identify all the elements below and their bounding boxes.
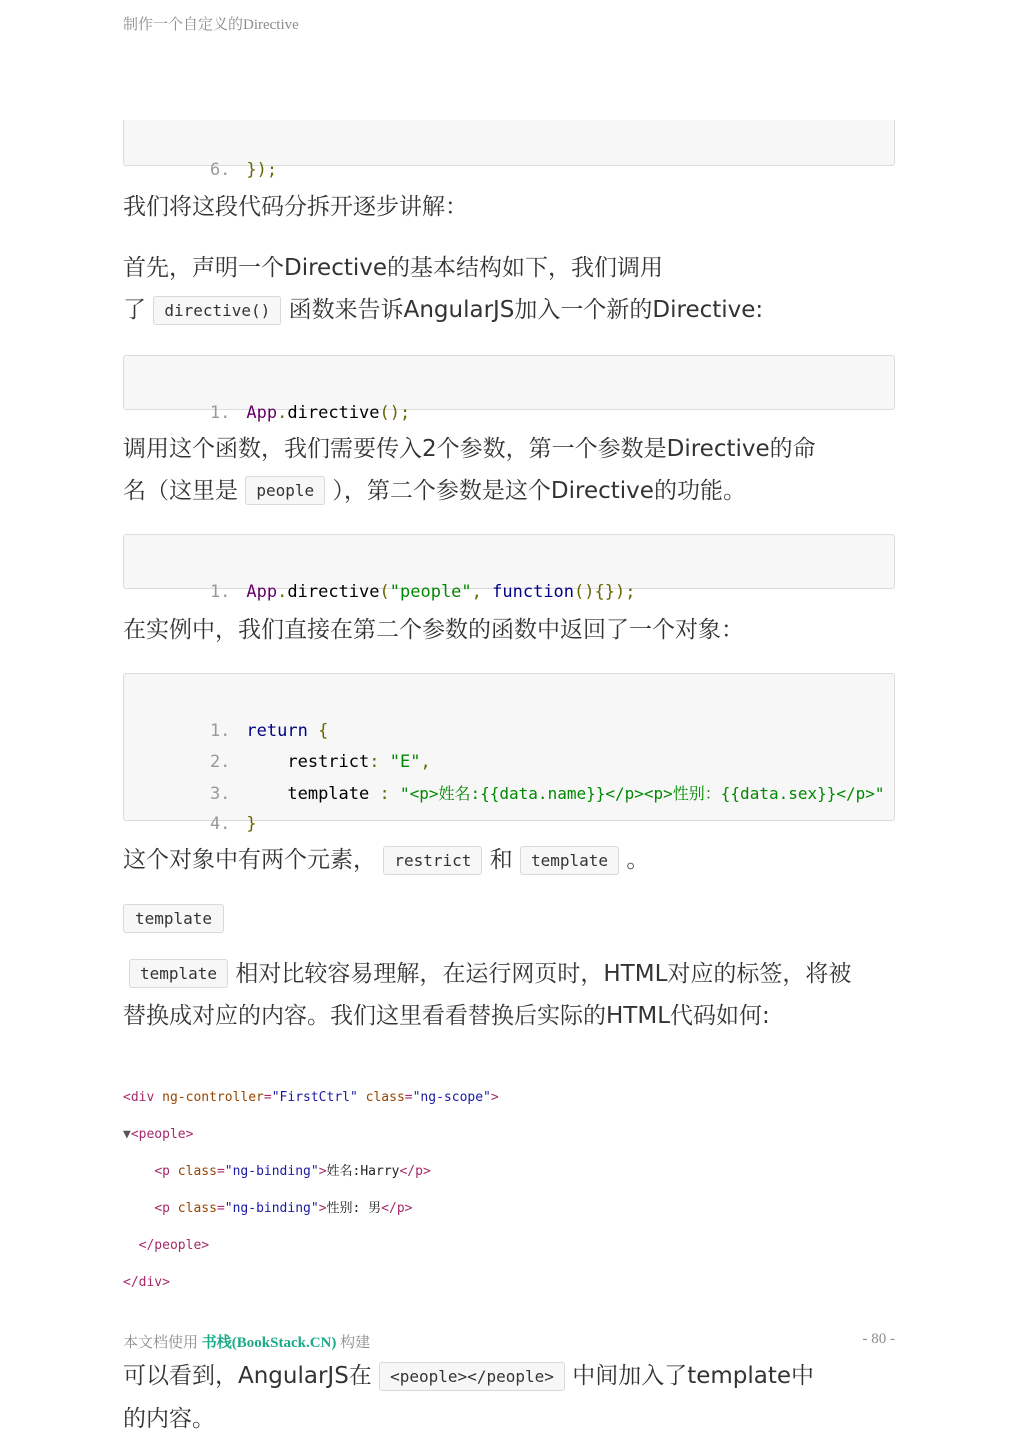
dom-attr: class: [177, 1163, 217, 1179]
code-block-app-directive-people: [123, 534, 895, 602]
code-sep: :: [379, 784, 400, 804]
paragraph-conclusion: [123, 1355, 895, 1440]
dom-tag: <p: [154, 1163, 178, 1179]
para-text: 和: [489, 847, 513, 873]
para-text: 名（这里是: [123, 477, 238, 504]
paragraph-directive-structure: [123, 247, 895, 332]
section-heading-template: [123, 904, 895, 938]
code-string: "<p>姓名:{{data.name}}</p><p>性别：{{data.sex}}</p>": [399, 784, 885, 803]
code-line: [124, 546, 894, 602]
inline-code-restrict: restrict: [383, 846, 482, 875]
code-line: [124, 367, 894, 423]
dom-tag: <div: [123, 1089, 163, 1105]
dom-attr: class: [177, 1200, 217, 1216]
dom-text: 姓名:Harry: [326, 1163, 400, 1179]
code-block-app-directive: [123, 355, 895, 423]
dom-line: <div ng-controller="FirstCtrl" class="ng-scope">: [123, 1089, 499, 1105]
para-text: 调用这个函数，我们需要传入2个参数，第一个参数是Directive的命: [123, 435, 816, 462]
dom-attr: class: [365, 1089, 405, 1105]
heading-code: template: [123, 904, 224, 933]
code-tail: (){});: [574, 582, 636, 602]
line-number: 2.: [209, 752, 231, 772]
dom-tag: <people>: [130, 1126, 194, 1142]
paragraph-template-explain: [123, 953, 895, 1038]
code-line: [124, 124, 894, 180]
paragraph-return-object: 在实例中，我们直接在第二个参数的函数中返回了一个对象：: [123, 617, 744, 643]
para-text: 可以看到，AngularJS在: [123, 1363, 372, 1389]
code-text: });: [246, 160, 278, 180]
code-string: "people": [389, 582, 472, 602]
footer-credit: [123, 1331, 370, 1352]
code-end: ,: [420, 752, 431, 772]
running-header: 制作一个自定义的Directive: [123, 17, 299, 33]
dom-text: 性别: 男: [326, 1200, 382, 1216]
para-text: 了: [123, 297, 146, 323]
dom-tag: </people>: [138, 1237, 210, 1253]
dom-line: <p class="ng-binding">姓名:Harry</p>: [154, 1163, 431, 1179]
line-number: 1.: [209, 582, 231, 602]
code-block-continuation: [123, 120, 895, 180]
dom-line: <p class="ng-binding">性别: 男</p>: [154, 1200, 413, 1216]
inline-code-directive: directive(): [153, 296, 281, 325]
code-function: directive: [287, 582, 380, 602]
dom-value: "ng-binding": [224, 1163, 319, 1179]
code-tail: ();: [379, 402, 411, 423]
line-number: 1.: [209, 721, 231, 741]
code-line: [124, 685, 894, 741]
code-brace: }: [246, 814, 257, 834]
para-text: 这个对象中有两个元素，: [123, 847, 376, 873]
code-function: directive: [287, 402, 380, 423]
code-object: App: [246, 582, 278, 602]
code-brace: {: [307, 721, 329, 741]
para-text: ），第二个参数是这个Directive的功能。: [332, 477, 746, 504]
code-keyword: function: [492, 582, 575, 602]
code-dot: .: [277, 582, 288, 602]
line-number: 3.: [209, 784, 231, 804]
code-string: "E": [389, 752, 421, 772]
code-comma: ,: [471, 582, 493, 602]
para-text: 的内容。: [123, 1405, 215, 1432]
code-block-return: [123, 673, 895, 834]
dom-tag: </div>: [123, 1274, 170, 1290]
footer-prefix: 本文档使用: [123, 1335, 199, 1351]
dom-line: [123, 1274, 895, 1293]
code-sep: :: [369, 752, 390, 772]
dom-tag: </p>: [399, 1163, 431, 1179]
footer-brand-link[interactable]: 书栈(BookStack.CN): [201, 1335, 337, 1351]
inline-code-template: template: [520, 846, 619, 875]
dom-value: "ng-binding": [224, 1200, 319, 1216]
line-number: 4.: [209, 814, 231, 834]
footer-suffix: 构建: [340, 1335, 371, 1351]
inline-code-people: people: [245, 476, 325, 505]
para-text: 首先，声明一个Directive的基本结构如下，我们调用: [123, 255, 664, 281]
code-dot: .: [277, 402, 288, 423]
inline-code-people-tag: <people></people>: [379, 1362, 565, 1391]
devtools-screenshot: [123, 1070, 895, 1329]
paragraph-two-elements: [123, 839, 895, 882]
paragraph-parameters: [123, 428, 895, 513]
line-number: 6.: [209, 160, 231, 180]
expand-arrow-icon: ▼: [123, 1126, 131, 1142]
code-paren: (: [379, 582, 390, 602]
page-number: - 80 -: [862, 1331, 895, 1347]
para-text: 替换成对应的内容。我们这里看看替换后实际的HTML代码如何:: [123, 1003, 770, 1029]
para-text: 中间加入了template中: [572, 1363, 815, 1389]
page-content: [123, 120, 895, 1440]
dom-tag: </p>: [381, 1200, 413, 1216]
line-number: 1.: [209, 402, 231, 423]
para-text: 相对比较容易理解，在运行网页时，HTML对应的标签，将被: [235, 960, 852, 987]
code-key: restrict: [246, 752, 370, 772]
dom-attr: ng-controller: [162, 1089, 264, 1105]
para-text: 函数来告诉AngularJS加入一个新的Directive:: [288, 297, 764, 323]
code-keyword: return: [246, 721, 308, 741]
code-object: App: [246, 402, 278, 423]
inline-code-template: template: [129, 959, 228, 988]
dom-tag: >: [490, 1089, 499, 1105]
dom-line: [123, 1237, 895, 1256]
dom-value: "FirstCtrl": [271, 1089, 358, 1105]
code-key: template: [246, 784, 380, 804]
para-text: 。: [626, 847, 650, 873]
dom-tag: <p: [154, 1200, 178, 1216]
dom-value: "ng-scope": [412, 1089, 491, 1105]
paragraph-intro: 我们将这段代码分拆开逐步讲解：: [123, 194, 468, 220]
dom-line: [123, 1126, 895, 1145]
